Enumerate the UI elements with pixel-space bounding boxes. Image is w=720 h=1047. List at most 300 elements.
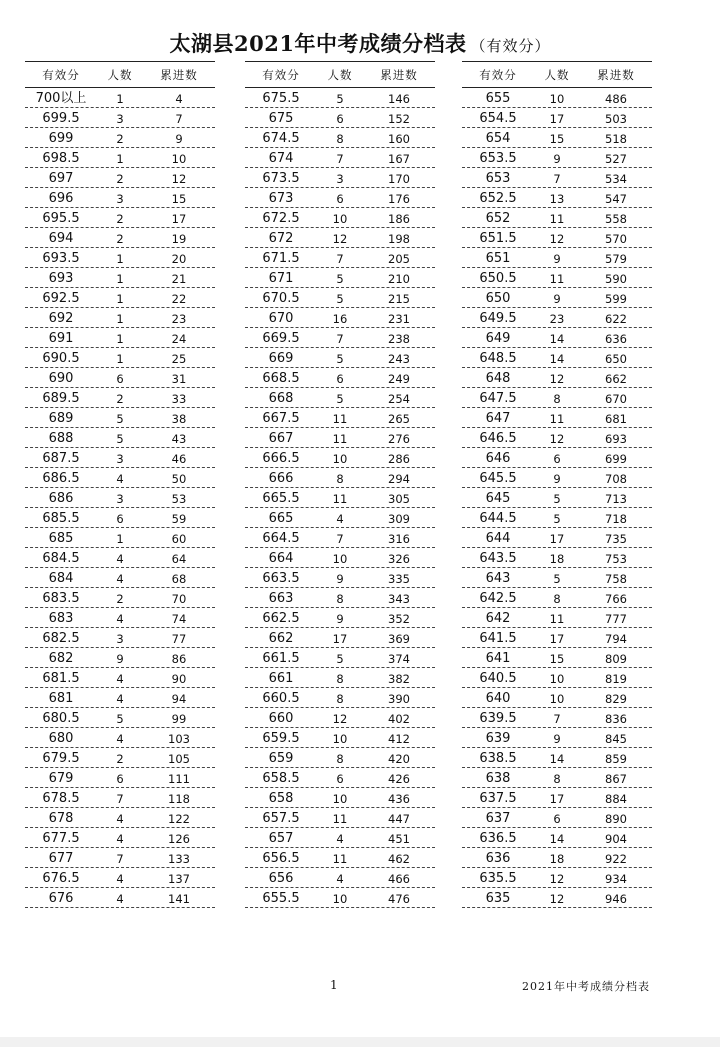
count-cell: 8 [336, 692, 344, 706]
cumulative-cell: 22 [171, 292, 187, 306]
score-cell: 638 [485, 771, 511, 786]
count-cell: 9 [553, 292, 561, 306]
cumulative-cell: 447 [388, 812, 410, 826]
score-cell: 636 [485, 851, 511, 866]
score-cell: 647 [485, 411, 511, 426]
table-row [462, 128, 652, 148]
score-cell: 665.5 [262, 491, 300, 506]
table-row [462, 408, 652, 428]
count-cell: 12 [549, 432, 565, 446]
count-cell: 8 [553, 392, 561, 406]
score-cell: 690.5 [42, 351, 80, 366]
table-row [25, 728, 215, 748]
count-cell: 8 [336, 672, 344, 686]
cumulative-cell: 412 [388, 732, 410, 746]
table-row [245, 348, 435, 368]
score-cell: 678 [48, 811, 74, 826]
cumulative-cell: 753 [605, 552, 627, 566]
cumulative-cell: 369 [388, 632, 410, 646]
count-cell: 1 [116, 272, 124, 286]
table-row [462, 488, 652, 508]
cumulative-cell: 68 [171, 572, 187, 586]
count-cell: 1 [116, 92, 124, 106]
count-cell: 4 [116, 552, 124, 566]
cumulative-cell: 21 [171, 272, 187, 286]
table-row [245, 588, 435, 608]
table-row [462, 808, 652, 828]
cumulative-cell: 518 [605, 132, 627, 146]
count-cell: 17 [332, 632, 348, 646]
table-row [245, 308, 435, 328]
cumulative-cell: 94 [171, 692, 187, 706]
count-cell: 6 [116, 512, 124, 526]
count-cell: 3 [116, 632, 124, 646]
cumulative-cell: 534 [605, 172, 627, 186]
header-score: 有效分 [479, 67, 517, 82]
cumulative-cell: 74 [171, 612, 187, 626]
cumulative-cell: 231 [388, 312, 410, 326]
cumulative-cell: 558 [605, 212, 627, 226]
table-row [25, 868, 215, 888]
score-cell: 637 [485, 811, 511, 826]
table-row [462, 668, 652, 688]
count-cell: 1 [116, 332, 124, 346]
cumulative-cell: 122 [168, 812, 190, 826]
table-row [25, 528, 215, 548]
score-cell: 656.5 [262, 851, 300, 866]
count-cell: 4 [116, 472, 124, 486]
score-cell: 635 [485, 891, 511, 906]
score-cell: 671.5 [262, 251, 300, 266]
table-row [245, 408, 435, 428]
score-cell: 684.5 [42, 551, 80, 566]
table-row [245, 208, 435, 228]
table-row [462, 508, 652, 528]
count-cell: 7 [336, 152, 344, 166]
table-row [25, 768, 215, 788]
cumulative-cell: 286 [388, 452, 410, 466]
count-cell: 11 [332, 492, 348, 506]
count-cell: 6 [336, 192, 344, 206]
count-cell: 11 [332, 412, 348, 426]
title-subtitle: （有效分） [470, 37, 551, 55]
count-cell: 1 [116, 532, 124, 546]
cumulative-cell: 38 [171, 412, 187, 426]
score-cell: 674 [268, 151, 294, 166]
table-row [462, 788, 652, 808]
count-cell: 11 [549, 212, 565, 226]
count-cell: 6 [553, 812, 561, 826]
cumulative-cell: 10 [171, 152, 187, 166]
table-row [245, 808, 435, 828]
cumulative-cell: 476 [388, 892, 410, 906]
count-cell: 17 [549, 792, 565, 806]
count-cell: 5 [336, 92, 344, 106]
cumulative-cell: 254 [388, 392, 410, 406]
table-row [462, 288, 652, 308]
count-cell: 3 [116, 452, 124, 466]
score-cell: 660.5 [262, 691, 300, 706]
cumulative-cell: 766 [605, 592, 627, 606]
table-row [245, 328, 435, 348]
score-cell: 646 [485, 451, 511, 466]
count-cell: 7 [553, 712, 561, 726]
count-cell: 10 [549, 692, 565, 706]
table-row [25, 508, 215, 528]
score-cell: 657.5 [262, 811, 300, 826]
count-cell: 8 [336, 132, 344, 146]
table-row [245, 268, 435, 288]
score-cell: 647.5 [479, 391, 517, 406]
table-row [462, 308, 652, 328]
table-row [462, 268, 652, 288]
cumulative-cell: 50 [171, 472, 187, 486]
score-cell: 678.5 [42, 791, 80, 806]
score-cell: 642 [485, 611, 511, 626]
count-cell: 10 [332, 732, 348, 746]
count-cell: 7 [336, 332, 344, 346]
score-cell: 691 [48, 331, 74, 346]
table-body [245, 88, 435, 908]
cumulative-cell: 77 [171, 632, 187, 646]
count-cell: 12 [549, 892, 565, 906]
table-row [245, 288, 435, 308]
page-title [0, 28, 720, 58]
score-cell: 660 [268, 711, 294, 726]
cumulative-cell: 426 [388, 772, 410, 786]
table-row [25, 188, 215, 208]
table-body [462, 88, 652, 908]
score-cell: 683.5 [42, 591, 80, 606]
count-cell: 9 [553, 472, 561, 486]
cumulative-cell: 15 [171, 192, 187, 206]
table-row [462, 108, 652, 128]
count-cell: 5 [336, 292, 344, 306]
score-cell: 648 [485, 371, 511, 386]
cumulative-cell: 904 [605, 832, 627, 846]
table-row [245, 628, 435, 648]
count-cell: 9 [553, 732, 561, 746]
table-row [245, 648, 435, 668]
title-main: 太湖县2021年中考成绩分档表 [169, 31, 467, 56]
count-cell: 5 [553, 572, 561, 586]
table-row [245, 768, 435, 788]
cumulative-cell: 777 [605, 612, 627, 626]
table-row [245, 368, 435, 388]
score-cell: 681 [48, 691, 74, 706]
cumulative-cell: 59 [171, 512, 187, 526]
score-cell: 675 [268, 111, 294, 126]
count-cell: 4 [116, 892, 124, 906]
table-row [462, 828, 652, 848]
count-cell: 14 [549, 332, 565, 346]
cumulative-cell: 70 [171, 592, 187, 606]
count-cell: 2 [116, 752, 124, 766]
table-row [245, 688, 435, 708]
score-cell: 695.5 [42, 211, 80, 226]
table-row [25, 788, 215, 808]
score-cell: 640 [485, 691, 511, 706]
cumulative-cell: 205 [388, 252, 410, 266]
cumulative-cell: 103 [168, 732, 190, 746]
cumulative-cell: 579 [605, 252, 627, 266]
cumulative-cell: 374 [388, 652, 410, 666]
cumulative-cell: 622 [605, 312, 627, 326]
score-cell: 692 [48, 311, 74, 326]
cumulative-cell: 636 [605, 332, 627, 346]
cumulative-cell: 420 [388, 752, 410, 766]
count-cell: 17 [549, 632, 565, 646]
cumulative-cell: 43 [171, 432, 187, 446]
score-cell: 688 [48, 431, 74, 446]
cumulative-cell: 884 [605, 792, 627, 806]
header-score: 有效分 [42, 67, 80, 82]
cumulative-cell: 708 [605, 472, 627, 486]
table-row [25, 368, 215, 388]
table-row [245, 788, 435, 808]
count-cell: 2 [116, 232, 124, 246]
count-cell: 10 [332, 212, 348, 226]
count-cell: 4 [116, 732, 124, 746]
score-cell: 640.5 [479, 671, 517, 686]
table-row [25, 448, 215, 468]
count-cell: 5 [336, 652, 344, 666]
cumulative-cell: 326 [388, 552, 410, 566]
count-cell: 17 [549, 112, 565, 126]
score-cell: 651 [485, 251, 511, 266]
score-cell: 639.5 [479, 711, 517, 726]
table-row [462, 888, 652, 908]
count-cell: 11 [549, 412, 565, 426]
count-cell: 4 [336, 832, 344, 846]
count-cell: 11 [332, 812, 348, 826]
cumulative-cell: 390 [388, 692, 410, 706]
count-cell: 1 [116, 352, 124, 366]
score-cell: 667.5 [262, 411, 300, 426]
table-row [462, 208, 652, 228]
count-cell: 18 [549, 852, 565, 866]
score-cell: 664 [268, 551, 294, 566]
score-cell: 698.5 [42, 151, 80, 166]
count-cell: 5 [116, 712, 124, 726]
score-cell: 659.5 [262, 731, 300, 746]
table-row [462, 448, 652, 468]
score-cell: 699 [48, 131, 74, 146]
table-row [462, 168, 652, 188]
table-header [245, 61, 435, 88]
count-cell: 11 [332, 432, 348, 446]
cumulative-cell: 693 [605, 432, 627, 446]
cumulative-cell: 176 [388, 192, 410, 206]
score-cell: 664.5 [262, 531, 300, 546]
score-cell: 639 [485, 731, 511, 746]
score-cell: 697 [48, 171, 74, 186]
table-row [245, 128, 435, 148]
table-row [25, 328, 215, 348]
count-cell: 6 [336, 112, 344, 126]
score-cell: 652 [485, 211, 511, 226]
table-row [462, 368, 652, 388]
cumulative-cell: 794 [605, 632, 627, 646]
table-row [462, 148, 652, 168]
table-row [25, 808, 215, 828]
score-cell: 694 [48, 231, 74, 246]
score-cell: 686 [48, 491, 74, 506]
count-cell: 7 [553, 172, 561, 186]
score-cell: 643.5 [479, 551, 517, 566]
cumulative-cell: 503 [605, 112, 627, 126]
score-cell: 679 [48, 771, 74, 786]
table-row [462, 248, 652, 268]
table-row [462, 588, 652, 608]
count-cell: 15 [549, 652, 565, 666]
score-table-column-1 [25, 61, 215, 908]
cumulative-cell: 934 [605, 872, 627, 886]
table-row [245, 668, 435, 688]
score-cell: 685.5 [42, 511, 80, 526]
count-cell: 3 [116, 492, 124, 506]
cumulative-cell: 243 [388, 352, 410, 366]
score-cell: 654 [485, 131, 511, 146]
cumulative-cell: 25 [171, 352, 187, 366]
table-row [245, 828, 435, 848]
table-row [25, 488, 215, 508]
table-row [462, 348, 652, 368]
score-cell: 652.5 [479, 191, 517, 206]
header-count: 人数 [544, 67, 570, 82]
table-row [25, 648, 215, 668]
score-cell: 686.5 [42, 471, 80, 486]
cumulative-cell: 17 [171, 212, 187, 226]
table-row [245, 568, 435, 588]
cumulative-cell: 146 [388, 92, 410, 106]
count-cell: 12 [332, 712, 348, 726]
score-cell: 666 [268, 471, 294, 486]
score-cell: 646.5 [479, 431, 517, 446]
cumulative-cell: 859 [605, 752, 627, 766]
count-cell: 7 [116, 792, 124, 806]
table-header [462, 61, 652, 88]
cumulative-cell: 867 [605, 772, 627, 786]
count-cell: 18 [549, 552, 565, 566]
table-row [462, 328, 652, 348]
score-cell: 659 [268, 751, 294, 766]
score-cell: 642.5 [479, 591, 517, 606]
table-row [462, 228, 652, 248]
score-cell: 700以上 [35, 91, 87, 106]
cumulative-cell: 20 [171, 252, 187, 266]
score-cell: 666.5 [262, 451, 300, 466]
count-cell: 3 [116, 112, 124, 126]
count-cell: 8 [336, 592, 344, 606]
score-cell: 649 [485, 331, 511, 346]
cumulative-cell: 343 [388, 592, 410, 606]
table-row [25, 248, 215, 268]
score-cell: 662.5 [262, 611, 300, 626]
table-row [25, 168, 215, 188]
cumulative-cell: 23 [171, 312, 187, 326]
score-cell: 661.5 [262, 651, 300, 666]
count-cell: 1 [116, 292, 124, 306]
cumulative-cell: 316 [388, 532, 410, 546]
score-cell: 658.5 [262, 771, 300, 786]
cumulative-cell: 99 [171, 712, 187, 726]
cumulative-cell: 152 [388, 112, 410, 126]
count-cell: 13 [549, 192, 565, 206]
count-cell: 2 [116, 212, 124, 226]
score-cell: 655 [485, 91, 511, 106]
score-cell: 641.5 [479, 631, 517, 646]
score-cell: 637.5 [479, 791, 517, 806]
score-cell: 669.5 [262, 331, 300, 346]
table-row [462, 768, 652, 788]
table-row [245, 868, 435, 888]
count-cell: 7 [116, 852, 124, 866]
cumulative-cell: 133 [168, 852, 190, 866]
cumulative-cell: 599 [605, 292, 627, 306]
score-cell: 653.5 [479, 151, 517, 166]
count-cell: 9 [116, 652, 124, 666]
cumulative-cell: 64 [171, 552, 187, 566]
cumulative-cell: 33 [171, 392, 187, 406]
table-row [462, 748, 652, 768]
score-cell: 656 [268, 871, 294, 886]
cumulative-cell: 53 [171, 492, 187, 506]
count-cell: 2 [116, 592, 124, 606]
table-row [462, 708, 652, 728]
table-row [25, 128, 215, 148]
table-row [245, 388, 435, 408]
table-row [25, 668, 215, 688]
count-cell: 10 [332, 552, 348, 566]
count-cell: 9 [336, 572, 344, 586]
table-row [245, 488, 435, 508]
count-cell: 10 [549, 672, 565, 686]
cumulative-cell: 19 [171, 232, 187, 246]
table-row [462, 428, 652, 448]
score-cell: 653 [485, 171, 511, 186]
score-cell: 699.5 [42, 111, 80, 126]
table-row [25, 548, 215, 568]
count-cell: 7 [336, 252, 344, 266]
cumulative-cell: 186 [388, 212, 410, 226]
score-cell: 683 [48, 611, 74, 626]
table-row [25, 568, 215, 588]
table-row [245, 728, 435, 748]
score-cell: 636.5 [479, 831, 517, 846]
count-cell: 5 [336, 272, 344, 286]
score-cell: 663.5 [262, 571, 300, 586]
cumulative-cell: 836 [605, 712, 627, 726]
count-cell: 1 [116, 252, 124, 266]
table-row [245, 448, 435, 468]
cumulative-cell: 335 [388, 572, 410, 586]
table-row [245, 708, 435, 728]
score-cell: 667 [268, 431, 294, 446]
cumulative-cell: 105 [168, 752, 190, 766]
table-row [245, 88, 435, 108]
score-cell: 638.5 [479, 751, 517, 766]
score-cell: 668.5 [262, 371, 300, 386]
count-cell: 6 [336, 772, 344, 786]
cumulative-cell: 451 [388, 832, 410, 846]
count-cell: 5 [116, 412, 124, 426]
table-row [25, 148, 215, 168]
cumulative-cell: 118 [168, 792, 190, 806]
cumulative-cell: 758 [605, 572, 627, 586]
count-cell: 10 [549, 92, 565, 106]
table-row [25, 228, 215, 248]
